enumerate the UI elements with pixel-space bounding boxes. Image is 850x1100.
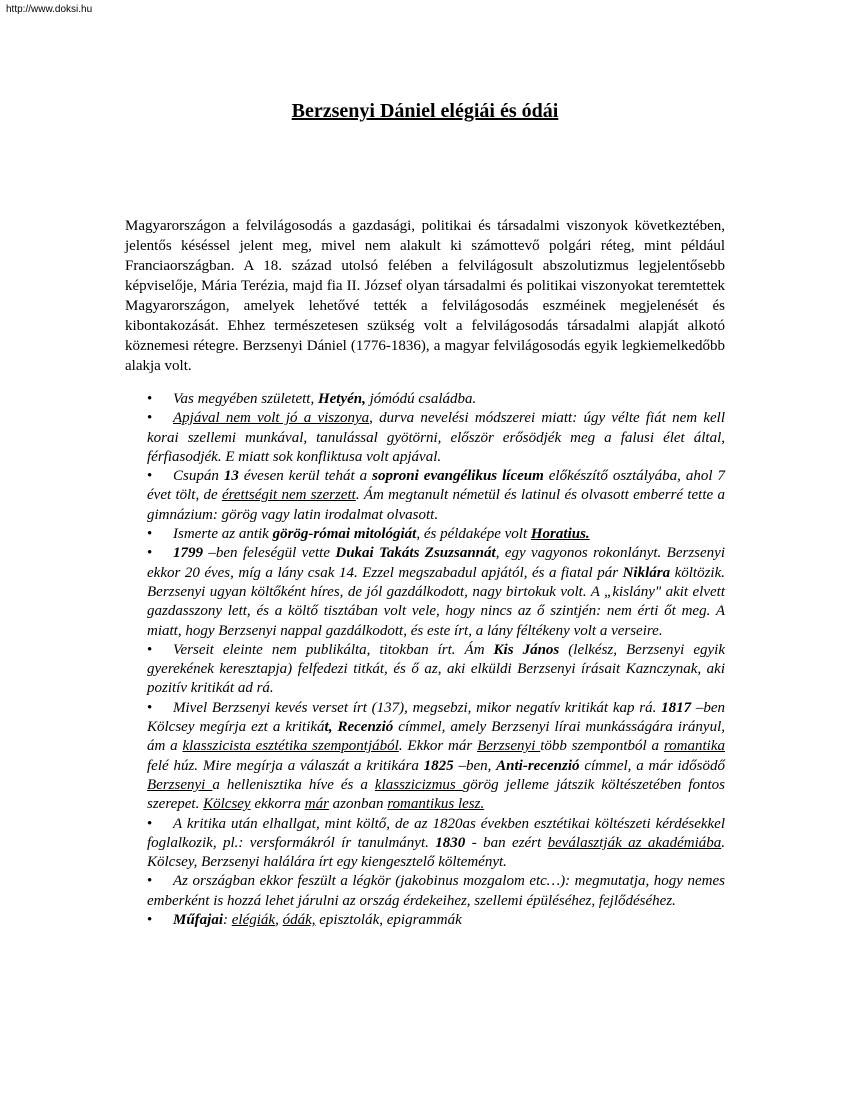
list-item: • Verseit eleinte nem publikálta, titokban írt. Ám Kis János (lelkész, Berzsenyi egyik gyerekének keresztapja) felfedezi titkát, és ő az, aki elküldi Berzsenyi írásait Kaznczynak, aki pozitív kritikát ad rá. — [147, 641, 725, 697]
bullet-icon: • — [147, 545, 153, 562]
list-item: • Mivel Berzsenyi kevés verset írt (137), megsebzi, mikor negatív kritikát kap rá. 1817 –ben Kölcsey megírja ezt a kritikát, Recenzió címmel, amely Berzsenyi lírai munkásságára irányul, ám a klasszicista esztétika szempontjából. Ekkor már Berzsenyi több szempontból a romantika felé húz. Mire megírja a válaszát a kritikára 1825 –ben, Anti-recenzió címmel, a már idősödő Berzsenyi a hellenisztika híve és a klasszicizmus görög jelleme játszik költészetében fontos szerepet. Kölcsey ekkorra már azonban romantikus lesz. — [147, 699, 726, 813]
bullet-icon: • — [147, 410, 153, 427]
list-item: • Vas megyében született, Hetyén, jómódú családba. — [147, 390, 725, 409]
intro-paragraph: Magyarországon a felvilágosodás a gazdasági, politikai és társadalmi viszonyok következtében, jelentős késéssel jelent meg, mivel nem alakult ki számottevő polgári réteg, mint például Franciaországban. A 18. század utolsó felében a felvilágosult abszolutizmus legjelentősebb képviselője, Mária Terézia, majd fia II. József olyan társadalmi és politikai viszonyokat teremtettek Magyarországon, amelyek lehetővé tették a felvilágosodás eszméinek megjelenését és kibontakozását. Ehhez természetesen szükség volt a felvilágosodás társadalmi alapját alkotó köznemesi rétegre. Berzsenyi Dániel (1776-1836), a magyar felvilágosodás egyik legkiemelkedőbb alakja volt. — [125, 218, 725, 374]
list-item: • 1799 –ben feleségül vette Dukai Takáts Zsuzsannát, egy vagyonos rokonlányt. Berzsenyi ekkor 20 éves, míg a lány csak 14. Ezzel megszabadul apjától, és a fiatal pár Niklára költözik. Berzsenyi ugyan költőként híres, de jól gazdálkodott, nagy birtokuk volt. A „kislány" akit elvett gazdasszony lett, és a költő tisztában volt vele, hogy nincs az ő szintjén: nem érti őt meg. A miatt, hogy Berzsenyi nappal gazdálkodott, és este írt, a lány féltékeny volt a verseire. — [147, 545, 725, 639]
bullet-icon: • — [147, 468, 153, 485]
list-item: • Apjával nem volt jó a viszonya, durva nevelési módszerei miatt: úgy vélte fiát nem kell korai szellemi munkával, tanulással gyötörni, először erősödjék meg a falusi élet által, férfiasodjék. E miatt sok konfliktusa volt apjával. — [147, 410, 725, 465]
bullet-list — [147, 390, 725, 930]
list-item: • Az országban ekkor feszült a légkör (jakobinus mozgalom etc…): megmutatja, hogy nemes emberként is hozzá lehet járulni az ország érdekeihez, szellemi épüléséhez, fejlődéséhez. — [147, 873, 725, 909]
bullet-icon: • — [147, 391, 153, 407]
bullet-icon: • — [147, 873, 153, 890]
list-item: • A kritika után elhallgat, mint költő, de az 1820as években esztétikai költészeti kérdésekkel foglalkozik, pl.: versformákról ír tanulmányt. 1830 - ban ezért beválasztják az akadémiába. Kölcsey, Berzsenyi halálára írt egy kiengesztelő költeményt. — [147, 815, 725, 871]
bullet-icon: • — [147, 815, 153, 832]
page-title: Berzsenyi Dániel elégiái és ódái — [291, 100, 559, 122]
list-item: • Csupán 13 évesen kerül tehát a soproni evangélikus líceum előkészítő osztályába, ahol 7 évet tölt, de érettségit nem szerzett. Ám megtanult németül és latinul és olvasott emberré tette a gimnázium: görög vagy latin irodalmat olvasott. — [147, 468, 725, 523]
list-item: • Ismerte az antik görög-római mitológiát, és példaképe volt Horatius. — [147, 525, 725, 544]
bullet-icon: • — [147, 641, 153, 658]
bullet-icon: • — [147, 699, 153, 716]
list-item: • Műfajai: elégiák, ódák, episztolák, epigrammák — [147, 911, 725, 930]
source-url[interactable]: http://www.doksi.hu — [6, 4, 93, 15]
bullet-icon: • — [147, 526, 153, 543]
bullet-icon: • — [147, 912, 153, 929]
